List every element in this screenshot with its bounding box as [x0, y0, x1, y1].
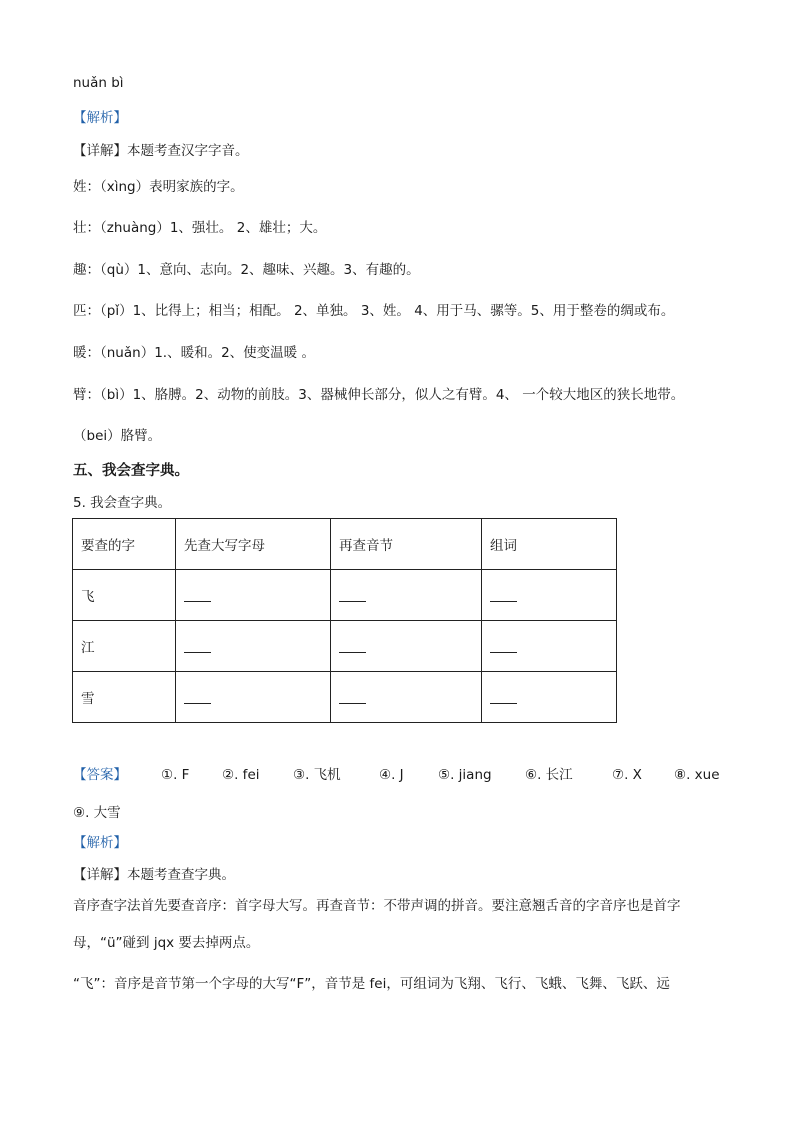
entry-bei: （bei）胳臂。	[73, 428, 162, 444]
header-cell: 组词	[482, 519, 617, 570]
char-cell: 雪	[73, 672, 176, 723]
analysis2-detail: 【详解】本题考查查字典。	[73, 867, 235, 883]
answer-item: ⑦. X	[612, 767, 642, 783]
answer-item: ⑤. jiang	[438, 767, 492, 783]
entry-xing: 姓：（xìng）表明家族的字。	[73, 179, 244, 195]
header-cell: 先查大写字母	[176, 519, 331, 570]
analysis2-para1-line1: 音序查字法首先要查音序：首字母大写。再查音节：不带声调的拼音。要注意翘舌音的字音序也是首字	[73, 898, 681, 914]
answer-item: ⑨. 大雪	[73, 805, 121, 821]
blank-cell	[176, 570, 331, 621]
analysis2-label: 【解析】	[73, 835, 127, 851]
answer-item: ⑥. 长江	[525, 767, 573, 783]
blank-cell	[176, 672, 331, 723]
blank-cell	[331, 672, 482, 723]
table-header-row	[73, 519, 617, 570]
question-title: 5. 我会查字典。	[73, 495, 172, 511]
table-row	[73, 621, 617, 672]
answer-item: ②. fei	[222, 767, 260, 783]
entry-qu: 趣：（qù）1、意向、志向。2、趣味、兴趣。3、有趣的。	[73, 262, 420, 278]
analysis-label: 【解析】	[73, 110, 127, 126]
answer-label: 【答案】	[73, 767, 127, 783]
blank-cell	[482, 621, 617, 672]
blank-cell	[482, 672, 617, 723]
entry-pi: 匹：（pǐ）1、比得上；相当；相配。 2、单独。 3、姓。 4、用于马、骡等。5、用于整卷的绸或布。	[73, 303, 675, 319]
entry-zhuang: 壮：（zhuàng）1、强壮。 2、雄壮；大。	[73, 220, 327, 236]
answer-item: ③. 飞机	[293, 767, 341, 783]
header-cell: 要查的字	[73, 519, 176, 570]
blank-cell	[331, 570, 482, 621]
entry-nuan: 暖：（nuǎn）1.、暖和。2、使变温暖 。	[73, 345, 315, 361]
section-heading: 五、我会查字典。	[73, 463, 189, 479]
char-cell: 江	[73, 621, 176, 672]
entry-bi: 臂：（bì）1、胳膊。2、动物的前肢。3、器械伸长部分，似人之有臂。4、 一个较大地区的狭长地带。	[73, 387, 685, 403]
answer-item: ④. J	[379, 767, 404, 783]
answer-item: ⑧. xue	[674, 767, 720, 783]
answer-item: ①. F	[161, 767, 190, 783]
analysis2-para2: “飞”：音序是音节第一个字母的大写“F”，音节是 fei，可组词为飞翔、飞行、飞蛾、飞舞、飞跃、远	[73, 976, 670, 992]
table-row	[73, 672, 617, 723]
char-cell: 飞	[73, 570, 176, 621]
blank-cell	[482, 570, 617, 621]
blank-cell	[176, 621, 331, 672]
analysis-detail: 【详解】本题考查汉字字音。	[73, 143, 249, 159]
header-cell: 再查音节	[331, 519, 482, 570]
dictionary-table	[72, 518, 617, 723]
blank-cell	[331, 621, 482, 672]
table-row	[73, 570, 617, 621]
top-pinyin: nuǎn bì	[73, 75, 124, 91]
analysis2-para1-line2: 母，“ü”碰到 jqx 要去掉两点。	[73, 935, 260, 951]
